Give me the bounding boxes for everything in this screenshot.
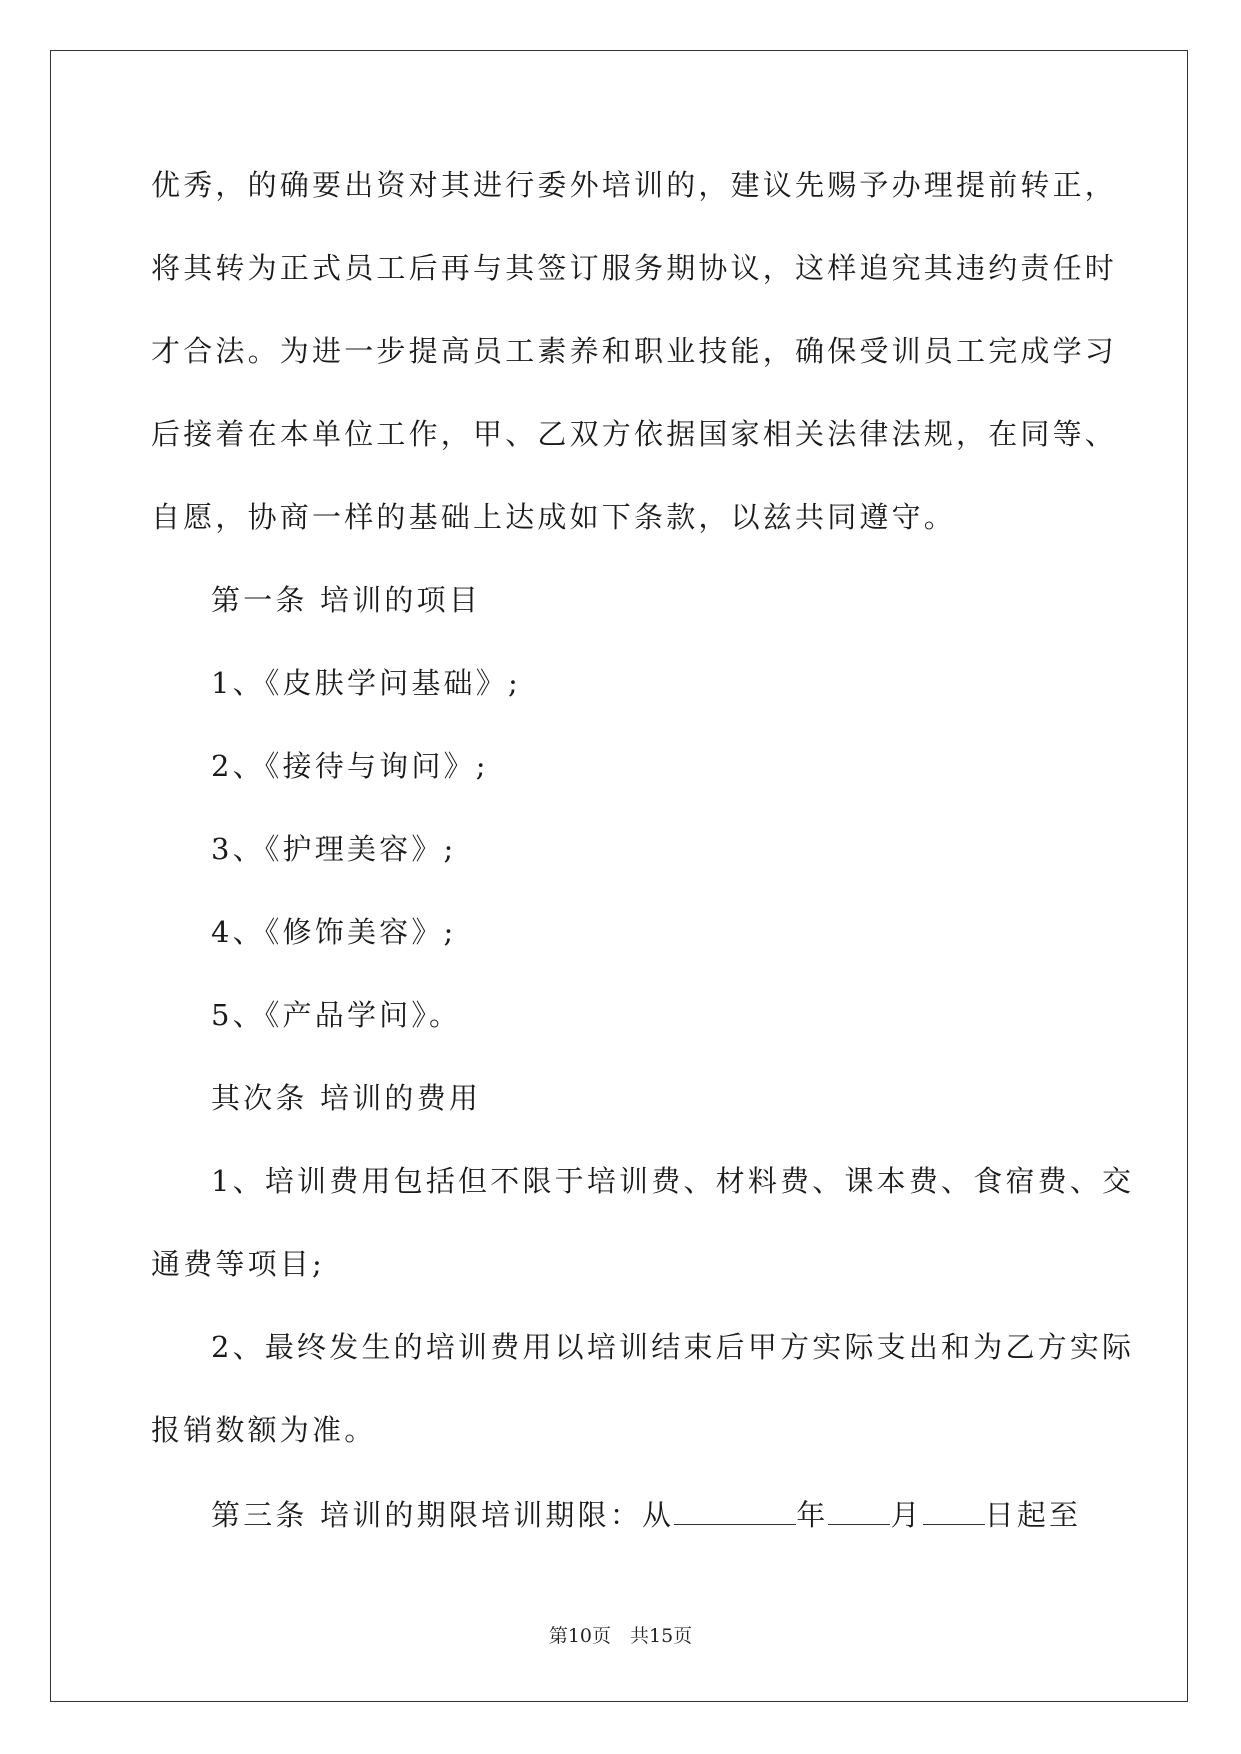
page-number: 第10页 共15页	[548, 1625, 693, 1647]
paragraph-line: 2、最终发生的培训费用以培训结束后甲方实际支出和为乙方实际	[211, 1330, 1135, 1364]
month-blank	[828, 1488, 890, 1525]
list-item: 5、《产品学问》。	[211, 998, 462, 1032]
year-blank	[674, 1488, 796, 1525]
paragraph-line: 后接着在本单位工作，甲、乙双方依据国家相关法律法规，在同等、	[151, 417, 1118, 451]
term-prefix: 第三条 培训的期限培训期限：从	[211, 1498, 675, 1532]
document-body	[151, 160, 1135, 1571]
paragraph-line: 1、培训费用包括但不限于培训费、材料费、课本费、食宿费、交	[211, 1164, 1135, 1198]
paragraph-line: 将其转为正式员工后再与其签订服务期协议，这样追究其违约责任时	[151, 251, 1118, 285]
article-heading-term	[151, 1488, 1091, 1571]
paragraph-line: 自愿，协商一样的基础上达成如下条款，以兹共同遵守。	[151, 500, 957, 534]
list-item: 4、《修饰美容》;	[211, 915, 457, 949]
term-year: 年	[796, 1498, 829, 1532]
paragraph-line: 报销数额为准。	[151, 1413, 377, 1447]
article-heading: 其次条 培训的费用	[211, 1081, 482, 1115]
term-suffix: 日起至	[984, 1498, 1082, 1532]
list-item: 1、《皮肤学问基础》;	[211, 666, 521, 700]
paragraph-line: 通费等项目;	[151, 1247, 325, 1281]
term-month: 月	[890, 1498, 923, 1532]
list-item: 3、《护理美容》;	[211, 832, 457, 866]
list-item: 2、《接待与询问》;	[211, 749, 489, 783]
paragraph-line: 优秀，的确要出资对其进行委外培训的，建议先赐予办理提前转正，	[151, 168, 1118, 202]
day-blank	[923, 1488, 985, 1525]
article-heading: 第一条 培训的项目	[211, 583, 482, 617]
paragraph-line: 才合法。为进一步提高员工素养和职业技能，确保受训员工完成学习	[151, 334, 1118, 368]
